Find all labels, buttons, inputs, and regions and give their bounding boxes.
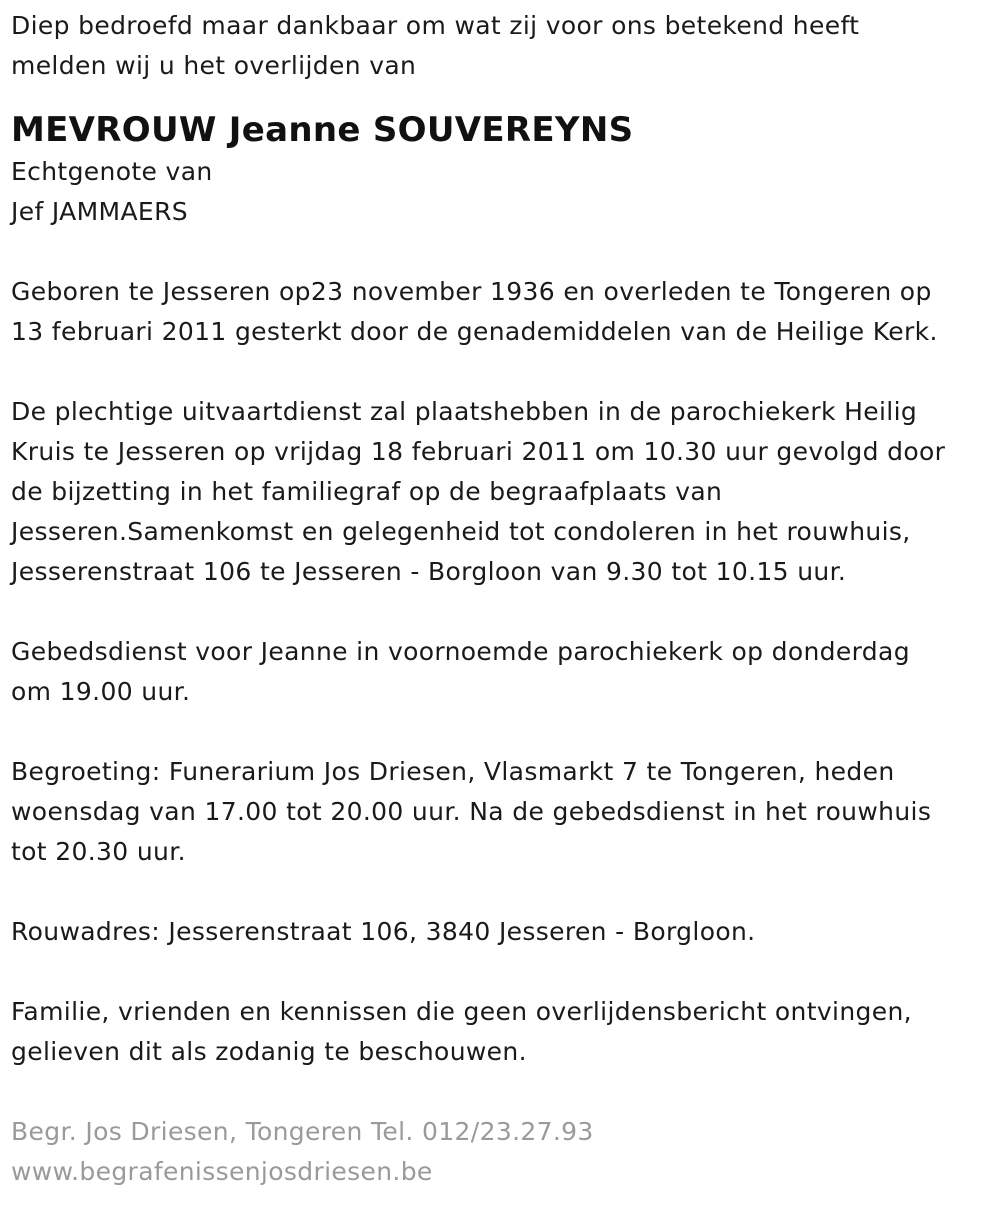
funeral-line: Kruis te Jesseren op vrijdag 18 februari 2011 om 10.30 uur gevolgd door [11, 437, 946, 466]
spacer [11, 232, 1000, 272]
visitation-line: tot 20.30 uur. [11, 837, 186, 866]
spacer [11, 952, 1000, 992]
funeral-line: De plechtige uitvaartdienst zal plaatshebben in de parochiekerk Heilig [11, 397, 918, 426]
visitation-line: woensdag van 17.00 tot 20.00 uur. Na de gebedsdienst in het rouwhuis [11, 797, 932, 826]
intro-line: Diep bedroefd maar dankbaar om wat zij voor ons betekend heeft [11, 11, 860, 40]
birth-death-line: Geboren te Jesseren op23 november 1936 en overleden te Tongeren op [11, 277, 932, 306]
spouse-name: Jef JAMMAERS [11, 197, 189, 226]
undertaker-contact: Begr. Jos Driesen, Tongeren Tel. 012/23.27.93 [11, 1117, 594, 1146]
spacer [11, 352, 1000, 392]
notice-paragraph [11, 992, 1000, 1072]
visitation-line: Begroeting: Funerarium Jos Driesen, Vlasmarkt 7 te Tongeren, heden [11, 757, 895, 786]
funeral-line: de bijzetting in het familiegraf op de begraafplaats van [11, 477, 723, 506]
notice-line: Familie, vrienden en kennissen die geen overlijdensbericht ontvingen, [11, 997, 912, 1026]
mourning-address-line: Rouwadres: Jesserenstraat 106, 3840 Jesseren - Borgloon. [11, 917, 756, 946]
intro-line: melden wij u het overlijden van [11, 51, 417, 80]
notice-line: gelieven dit als zodanig te beschouwen. [11, 1037, 527, 1066]
mourning-address-paragraph [11, 912, 1000, 952]
intro-paragraph [11, 6, 1000, 86]
relation-label: Echtgenote van [11, 157, 213, 186]
deceased-name: MEVROUW Jeanne SOUVEREYNS [11, 110, 634, 150]
spacer [11, 712, 1000, 752]
spouse-block [11, 152, 1000, 232]
spacer [11, 1072, 1000, 1112]
spacer [11, 872, 1000, 912]
birth-death-paragraph [11, 272, 1000, 352]
spacer [11, 592, 1000, 632]
undertaker-website: www.begrafenissenjosdriesen.be [11, 1157, 433, 1186]
prayer-service-line: om 19.00 uur. [11, 677, 191, 706]
prayer-service-line: Gebedsdienst voor Jeanne in voornoemde parochiekerk op donderdag [11, 637, 910, 666]
funeral-line: Jesseren.Samenkomst en gelegenheid tot condoleren in het rouwhuis, [11, 517, 911, 546]
visitation-paragraph [11, 752, 1000, 872]
funeral-line: Jesserenstraat 106 te Jesseren - Borgloon van 9.30 tot 10.15 uur. [11, 557, 847, 586]
prayer-service-paragraph [11, 632, 1000, 712]
funeral-paragraph [11, 392, 1000, 592]
undertaker-footer [11, 1112, 1000, 1192]
birth-death-line: 13 februari 2011 gesterkt door de genademiddelen van de Heilige Kerk. [11, 317, 938, 346]
